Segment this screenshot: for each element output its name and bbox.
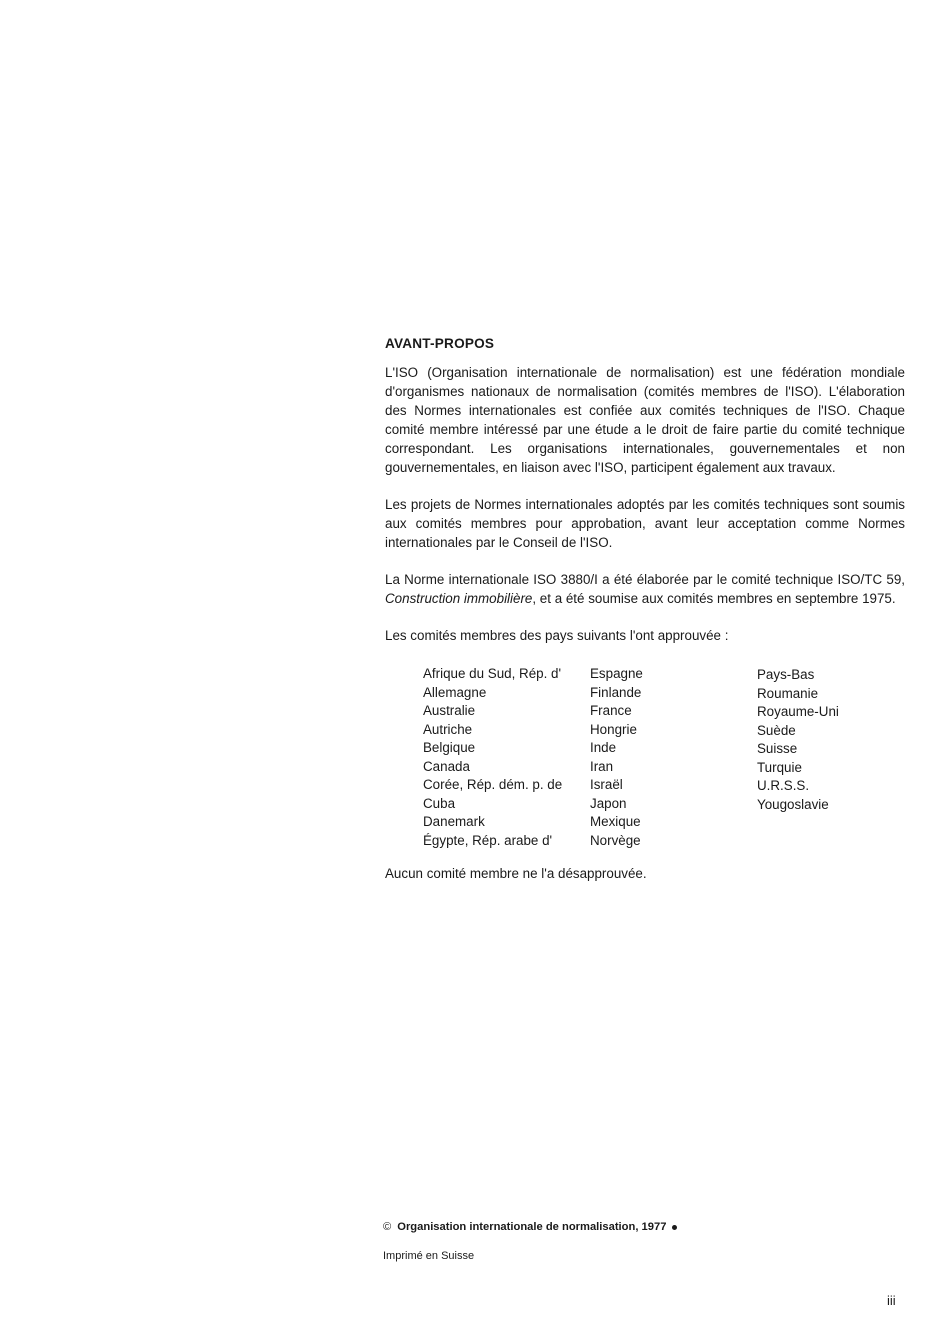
countries-column-3 [757,666,839,814]
country-item: U.R.S.S. [757,778,810,793]
copyright-symbol: © [383,1221,392,1233]
copyright-line [383,1221,677,1233]
country-item: Espagne [590,666,643,681]
country-item: Roumanie [757,685,819,701]
country-item: Turquie [757,759,802,775]
section-title: AVANT-PROPOS [385,336,495,351]
country-item: France [590,703,632,718]
country-item: Égypte, Rép. arabe d' [423,832,553,848]
country-item: Inde [590,740,617,755]
foreword-paragraph-1: L'ISO (Organisation internationale de normalisation) est une fédération mondiale d'organismes nationaux de normalisation (comités membres de l'ISO). L'élaboration des Normes internationales est confiée aux comités techniques de l'ISO. Chaque comité membre intéressé par une étude a le droit de faire partie du comité technique correspondant. Les organisations internationales, gouvernementales et non gouvernementales, en liaison avec l'ISO, participent également aux travaux. [385,365,905,475]
country-item: Hongrie [590,721,637,737]
country-item: Autriche [423,721,473,737]
foreword-paragraph-3 [385,570,905,608]
country-item: Suisse [757,741,798,756]
foreword-section [385,334,905,901]
bullet-dot-icon [672,1225,677,1230]
paragraph-3-text-after: , et a été soumise aux comités membres en septembre 1975. [532,591,896,606]
countries-column-2 [590,665,643,850]
country-item: Pays-Bas [757,667,815,682]
country-item: Israël [590,777,623,792]
approved-intro: Les comités membres des pays suivants l'ont approuvée : [385,628,729,643]
approving-countries-list [423,665,905,851]
paragraph-3-text-before: La Norme internationale ISO 3880/I a été élaborée par le comité technique ISO/TC 59, [385,572,905,587]
page-number: iii [887,1293,896,1308]
country-item: Canada [423,758,470,774]
country-item: Belgique [423,740,476,755]
disapproval-note: Aucun comité membre ne l'a désapprouvée. [385,866,647,881]
country-item: Danemark [423,814,485,829]
countries-column-1 [423,665,562,850]
country-item: Australie [423,703,476,718]
country-item: Afrique du Sud, Rép. d' [423,666,562,681]
country-item: Corée, Rép. dém. p. de [423,777,563,792]
country-item: Allemagne [423,684,487,700]
country-item: Yougoslavie [757,796,829,812]
country-item: Japon [590,795,627,811]
country-item: Finlande [590,684,642,700]
committee-name: Construction immobilière [385,591,533,606]
copyright-text: Organisation internationale de normalisation, 1977 [397,1221,667,1233]
printed-in-note: Imprimé en Suisse [383,1250,475,1262]
country-item: Royaume-Uni [757,704,839,719]
country-item: Iran [590,758,614,774]
country-item: Suède [757,722,796,738]
foreword-paragraph-2: Les projets de Normes internationales adoptés par les comités techniques sont soumis aux comités membres pour approbation, avant leur acceptation comme Normes internationales par le Conseil de l'ISO. [385,497,905,550]
country-item: Norvège [590,832,641,848]
country-item: Cuba [423,795,456,811]
country-item: Mexique [590,814,641,829]
